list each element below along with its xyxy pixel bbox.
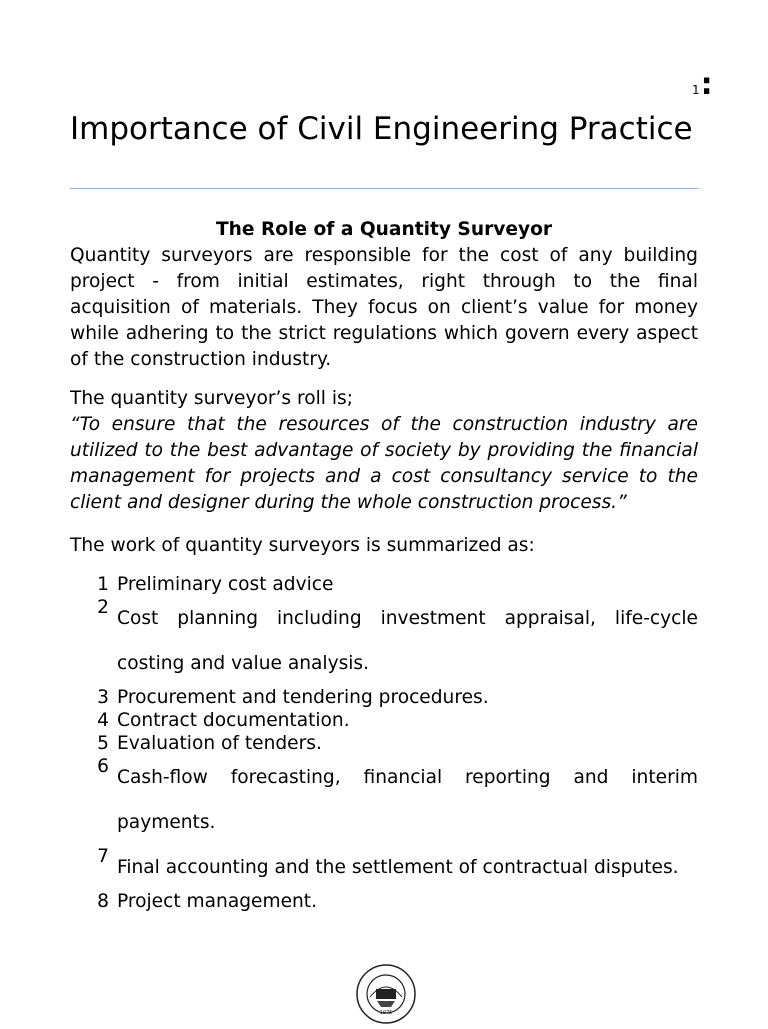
university-seal-icon [355, 963, 417, 1025]
section-heading: The Role of a Quantity Surveyor [215, 219, 553, 240]
list-item-number: 5 [97, 733, 109, 754]
roll-lead: The quantity surveyor’s roll is; [70, 388, 353, 409]
list-item-number: 2 [97, 597, 109, 618]
roll-quote: “To ensure that the resources of the construction industry are utilized to the best advantage of society by providing the financial management for projects and a cost consultancy service to the client and designer during the whole construction process.” [70, 414, 698, 513]
list-item-text: Cost planning including investment appraisal, life-cycle costing and value analysis. [117, 608, 698, 674]
list-item [70, 709, 698, 732]
page-number-value: 1 [692, 83, 700, 97]
list-item-number: 7 [97, 846, 109, 867]
list-item-text: Preliminary cost advice [117, 574, 334, 595]
document-body [70, 217, 698, 913]
title-rule [70, 188, 699, 189]
list-item-number: 1 [97, 574, 109, 595]
intro-paragraph: Quantity surveyors are responsible for the cost of any building project - from initial estimates, right through to the final acquisition of materials. They focus on client’s value for money while adhering to the strict regulations which govern every aspect of the construction industry. [70, 245, 698, 370]
list-item [70, 845, 698, 890]
list-item [70, 573, 698, 596]
list-item [70, 755, 698, 845]
summary-lead: The work of quantity surveyors is summarized as: [70, 535, 535, 556]
page-title: Importance of Civil Engineering Practice [70, 111, 693, 147]
list-item-text: Procurement and tendering procedures. [117, 687, 489, 708]
duties-list [70, 573, 698, 913]
list-item [70, 686, 698, 709]
list-item-text: Evaluation of tenders. [117, 733, 322, 754]
list-item-number: 4 [97, 710, 109, 731]
list-item [70, 596, 698, 686]
list-item-text: Final accounting and the settlement of contractual disputes. [117, 857, 679, 878]
page-number [692, 67, 713, 102]
list-item [70, 732, 698, 755]
list-item-text: Cash-flow forecasting, financial reporting and interim payments. [117, 767, 698, 833]
list-item-number: 8 [97, 891, 109, 912]
list-item-number: 6 [97, 756, 109, 777]
svg-text:1975: 1975 [379, 1010, 393, 1016]
list-item [70, 890, 698, 913]
page-number-mark: : [700, 67, 713, 102]
list-item-text: Project management. [117, 891, 317, 912]
list-item-text: Contract documentation. [117, 710, 350, 731]
list-item-number: 3 [97, 687, 109, 708]
